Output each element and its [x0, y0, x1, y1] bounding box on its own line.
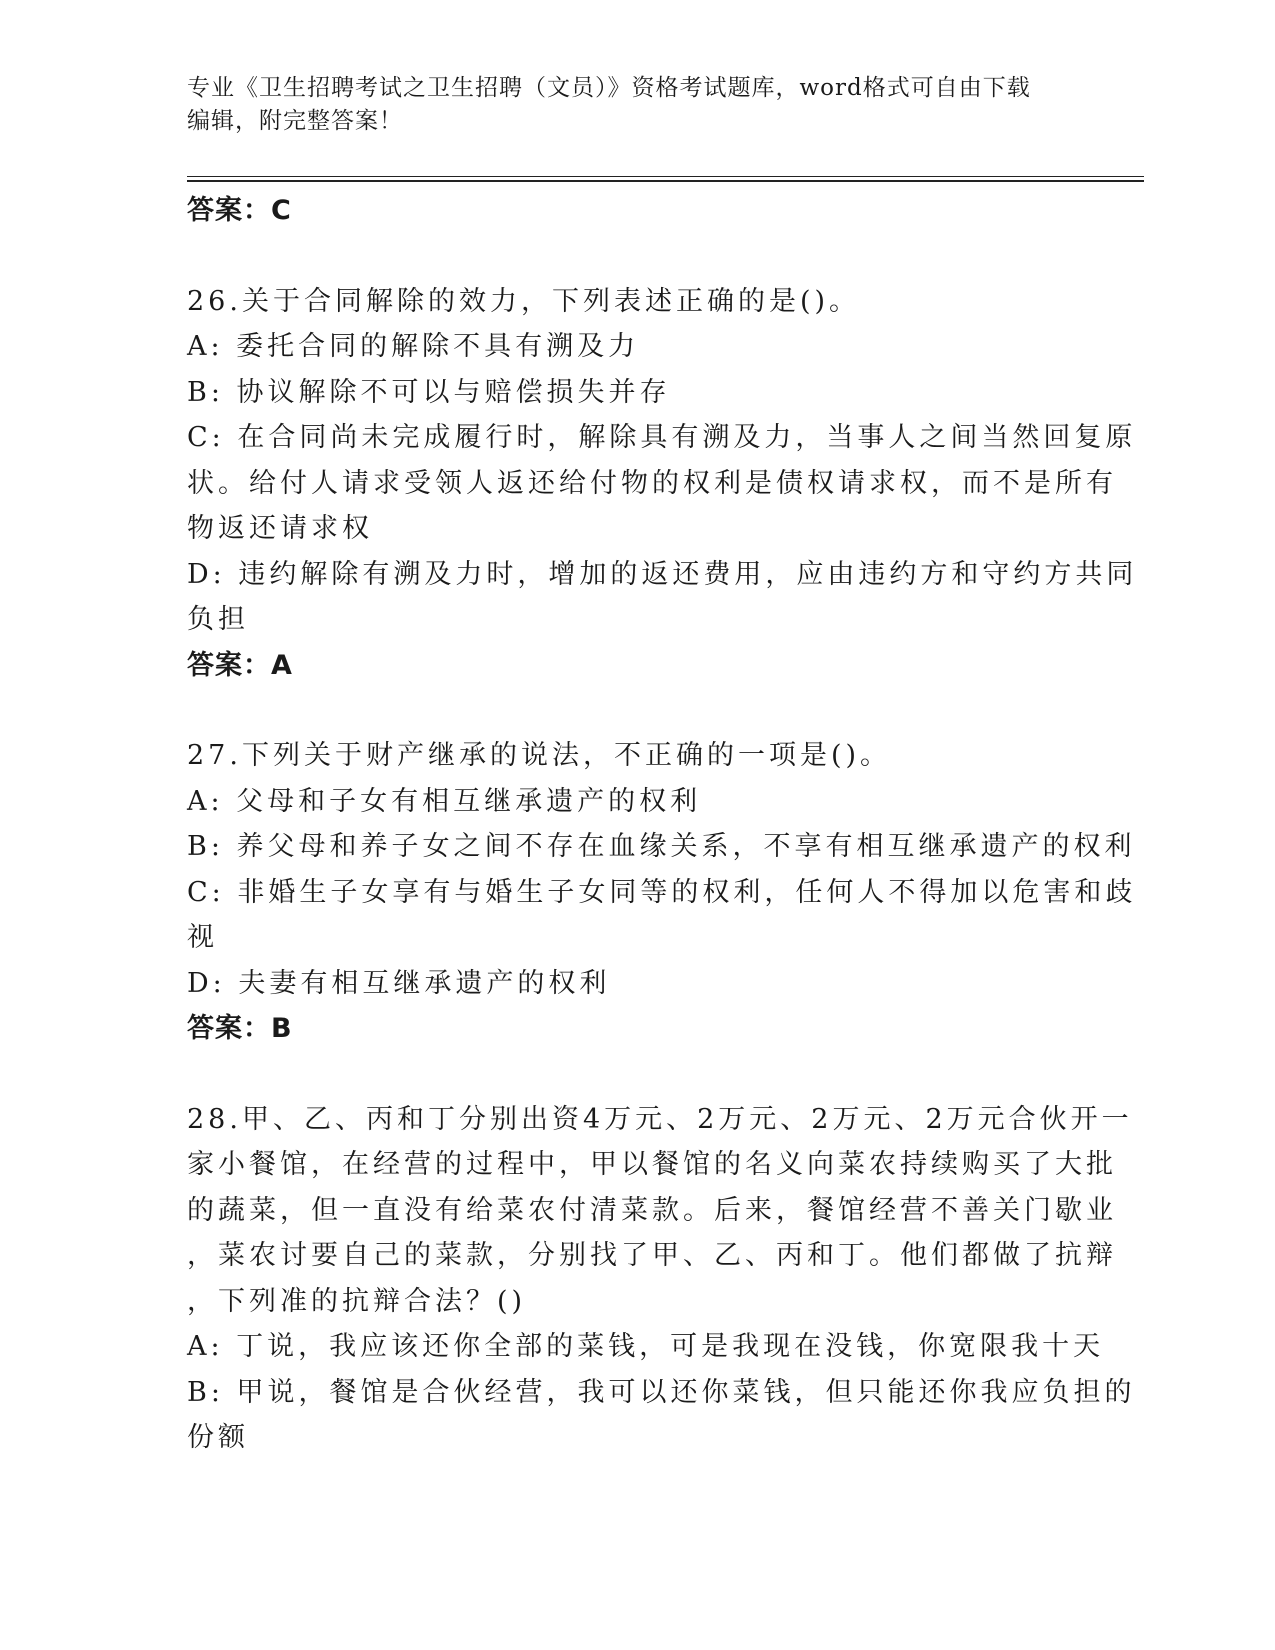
question-stem: 27.下列关于财产继承的说法，不正确的一项是()。: [187, 740, 892, 771]
option-a: A: 丁说，我应该还你全部的菜钱，可是我现在没钱，你宽限我十天: [187, 1331, 1105, 1362]
option-c-cont: 视: [187, 922, 218, 953]
answer-27: 答案：B: [187, 1013, 293, 1044]
header-line-2: 编辑，附完整答案！: [187, 108, 403, 134]
option-d: D: 违约解除有溯及力时，增加的返还费用，应由违约方和守约方共同: [187, 558, 1138, 590]
option-b-cont: 份额: [187, 1422, 249, 1453]
option-c-cont: 状。给付人请求受领人返还给付物的权利是债权请求权，而不是所有: [187, 467, 1117, 499]
header-line-1: 专业《卫生招聘考试之卫生招聘（文员）》资格考试题库，word格式可自由下载: [187, 75, 1031, 101]
option-a: A: 父母和子女有相互继承遗产的权利: [187, 785, 702, 817]
question-stem-cont: 家小餐馆，在经营的过程中，甲以餐馆的名义向菜农持续购买了大批: [187, 1149, 1117, 1180]
option-b: B: 协议解除不可以与赔偿损失并存: [187, 376, 671, 408]
option-b: B: 甲说，餐馆是合伙经营，我可以还你菜钱，但只能还你我应负担的: [187, 1376, 1136, 1408]
question-26: [187, 279, 1138, 689]
question-stem: 26.关于合同解除的效力，下列表述正确的是()。: [187, 285, 861, 317]
option-d: D: 夫妻有相互继承遗产的权利: [187, 967, 611, 999]
question-stem-cont: 的蔬菜，但一直没有给菜农付清菜款。后来，餐馆经营不善关门歇业: [187, 1194, 1117, 1226]
question-stem: 28.甲、乙、丙和丁分别出资4万元、2万元、2万元、2万元合伙开一: [187, 1103, 1133, 1135]
option-d-cont: 负担: [187, 604, 249, 635]
option-b: B: 养父母和养子女之间不存在血缘关系，不享有相互继承遗产的权利: [187, 831, 1136, 862]
question-27: [187, 733, 1137, 1052]
option-c-cont: 物返还请求权: [187, 513, 373, 544]
document-header: [187, 72, 1087, 138]
spacer: [187, 688, 1087, 733]
spacer: [187, 234, 1087, 279]
answer-26: 答案：A: [187, 649, 293, 681]
answer-25: 答案：C: [187, 195, 292, 226]
document-body: [187, 188, 1138, 1461]
question-stem-cont: ，下列准的抗辩合法？(): [187, 1285, 527, 1317]
spacer: [187, 1052, 1087, 1097]
header-divider-thick: [187, 180, 1144, 182]
option-a: A: 委托合同的解除不具有溯及力: [187, 331, 640, 362]
option-c: C: 在合同尚未完成履行时，解除具有溯及力，当事人之间当然回复原: [187, 422, 1137, 453]
question-28: [187, 1097, 1136, 1461]
option-c: C: 非婚生子女享有与婚生子女同等的权利，任何人不得加以危害和歧: [187, 876, 1137, 908]
question-stem-cont: ，菜农讨要自己的菜款，分别找了甲、乙、丙和丁。他们都做了抗辩: [187, 1240, 1117, 1271]
header-divider-thin: [187, 176, 1144, 177]
